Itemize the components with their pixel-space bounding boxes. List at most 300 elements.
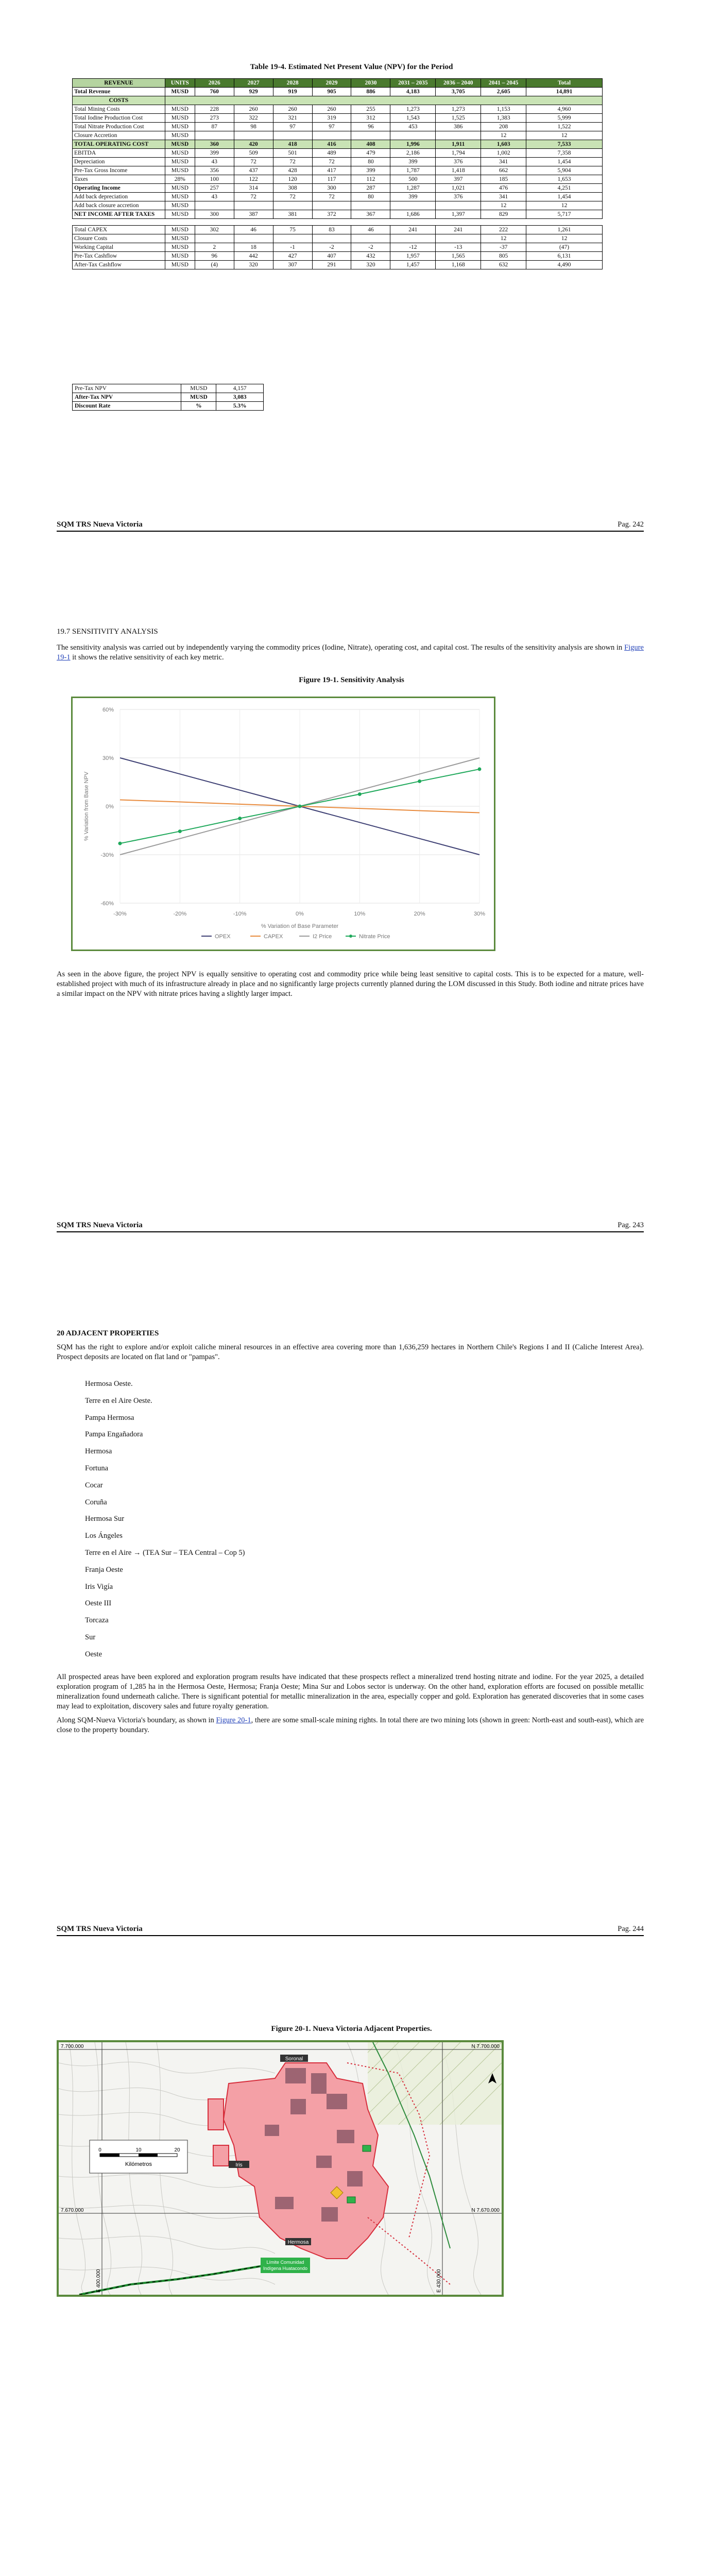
table-header-cell: REVENUE [73, 79, 165, 88]
table-cell: 322 [234, 114, 273, 123]
coord-mid-left: 7.670.000 [61, 2208, 84, 2213]
table-cell: 2,605 [481, 88, 526, 96]
table-cell: 905 [312, 88, 351, 96]
coord-bottom-left: E 400.000 [96, 2269, 101, 2293]
table-cell: 7,358 [526, 149, 603, 158]
table-cell: (4) [195, 261, 234, 269]
table-row-label: NET INCOME AFTER TAXES [73, 210, 165, 219]
x-tick-label: 10% [354, 911, 366, 917]
table-cell: 1,383 [481, 114, 526, 123]
table-row-units: MUSD [165, 149, 195, 158]
sensitivity-chart [73, 698, 494, 950]
map-svg [59, 2042, 502, 2295]
table-cell [234, 131, 273, 140]
table-header-cell: Total [526, 79, 603, 88]
table-cell: 356 [195, 166, 234, 175]
table-row [73, 166, 603, 175]
table-cell: 75 [273, 226, 312, 234]
table-cell: 96 [195, 252, 234, 261]
table-header-row [73, 79, 603, 88]
scale-bar-seg [139, 2154, 158, 2157]
table-cell: 1,686 [390, 210, 436, 219]
table-cell [234, 234, 273, 243]
table-cell: 1,911 [436, 140, 481, 149]
series-point [418, 779, 421, 783]
table-cell [195, 201, 234, 210]
table-header-cell: 2036 – 2040 [436, 79, 481, 88]
table-cell: -12 [390, 243, 436, 252]
table-cell: 320 [351, 261, 390, 269]
table-cell: 341 [481, 193, 526, 201]
table-row-units: MUSD [165, 166, 195, 175]
table-row-label: Add back closure accretion [73, 201, 165, 210]
property-list-item: Cocar [85, 1481, 103, 1489]
table-cell: 1,457 [390, 261, 436, 269]
table-cell: 312 [351, 114, 390, 123]
table-cell: 1,957 [390, 252, 436, 261]
table-cell: 1,603 [481, 140, 526, 149]
table-cell: 1,525 [436, 114, 481, 123]
table-cell: 72 [312, 193, 351, 201]
table-cell [312, 131, 351, 140]
table-cell: 255 [351, 105, 390, 114]
table-cell: (47) [526, 243, 603, 252]
property-list-item: Terre en el Aire → (TEA Sur – TEA Central – Cop 5) [85, 1549, 245, 1557]
coord-top-right: N 7.700.000 [471, 2044, 500, 2049]
boundary-paragraph: Along SQM-Nueva Victoria's boundary, as shown in Figure 20-1, there are some small-scale mining rights. In total there are two mining lots (shown in green: North-east and south-east), which are close to the property boundary. [57, 1716, 644, 1734]
legend-marker [349, 935, 352, 938]
table-row-label: Pre-Tax Cashflow [73, 252, 165, 261]
table-cell: 476 [481, 184, 526, 193]
x-tick-label: 0% [296, 911, 304, 917]
property-list-item: Iris Vigía [85, 1582, 113, 1591]
table-row [73, 201, 603, 210]
property-list-item: Pampa Hermosa [85, 1413, 134, 1422]
section-heading-20: 20 ADJACENT PROPERTIES [57, 1329, 159, 1337]
table-cell: -13 [436, 243, 481, 252]
property-list-item: Oeste III [85, 1599, 112, 1608]
table-cell: 319 [312, 114, 351, 123]
table-cell: 43 [195, 193, 234, 201]
table-cell [351, 201, 390, 210]
table-cell [351, 234, 390, 243]
table-cell: 12 [526, 234, 603, 243]
table-cell: 308 [273, 184, 312, 193]
sensitivity-chart-frame [71, 697, 495, 951]
scale-unit: Kilómetros [125, 2161, 152, 2167]
npv-table [72, 78, 603, 269]
table-cell: 72 [312, 158, 351, 166]
table-cell: 420 [234, 140, 273, 149]
table-cell: 372 [312, 210, 351, 219]
table-row-label: Closure Accretion [73, 131, 165, 140]
property-list-item: Hermosa Sur [85, 1515, 125, 1523]
table-cell: 376 [436, 193, 481, 201]
figure-19-1-link[interactable]: Figure 19-1 [57, 643, 644, 662]
table-row [73, 140, 603, 149]
table-cell [195, 234, 234, 243]
table-cell [390, 234, 436, 243]
npv-summary-units: MUSD [181, 384, 216, 393]
x-tick-label: 30% [473, 911, 486, 917]
table-cell: 12 [481, 201, 526, 210]
table-cell: 260 [234, 105, 273, 114]
table-cell: 1,454 [526, 158, 603, 166]
table-cell: 87 [195, 123, 234, 131]
table-row [73, 193, 603, 201]
x-tick-label: 20% [414, 911, 425, 917]
footer-left: SQM TRS Nueva Victoria [57, 1221, 143, 1229]
table-header-cell: 2026 [195, 79, 234, 88]
table-cell: 381 [273, 210, 312, 219]
footer-left: SQM TRS Nueva Victoria [57, 520, 143, 529]
table-cell: 399 [390, 193, 436, 201]
table-cell: -1 [273, 243, 312, 252]
series-point [358, 792, 362, 796]
table-cell: 1,002 [481, 149, 526, 158]
table-cell: 1,522 [526, 123, 603, 131]
y-tick-label: -60% [100, 901, 114, 907]
table-cell [312, 201, 351, 210]
table-cell: 12 [526, 201, 603, 210]
table-cell: 1,543 [390, 114, 436, 123]
adjacent-intro-paragraph: SQM has the right to explore and/or exploit caliche mineral resources in an effective area covering more than 1,636,259 hectares in Northern Chile's Regions I and II (Caliche Interest Area). Prospect deposits are located on flat land or "pampas". [57, 1343, 644, 1361]
npv-summary-label: Discount Rate [73, 402, 181, 411]
table-row [73, 123, 603, 131]
table-row-units: MUSD [165, 88, 195, 96]
table-cell: 1,261 [526, 226, 603, 234]
table-row [73, 175, 603, 184]
property-parcel-west [208, 2099, 224, 2130]
table-row-units: MUSD [165, 234, 195, 243]
npv-summary-value: 5.3% [216, 402, 264, 411]
y-tick-label: -30% [100, 852, 114, 858]
property-list-item: Pampa Engañadora [85, 1430, 143, 1439]
table-cell: 4,960 [526, 105, 603, 114]
footer-page-number: Pag. 244 [618, 1925, 644, 1933]
table-cell: 662 [481, 166, 526, 175]
table-cell: 185 [481, 175, 526, 184]
table-cell: -2 [351, 243, 390, 252]
table-header-cell: 2029 [312, 79, 351, 88]
footer-rule [57, 1231, 644, 1232]
footer-rule [57, 531, 644, 532]
table-row-units: MUSD [165, 114, 195, 123]
figure-20-1-link[interactable]: Figure 20-1 [216, 1716, 251, 1724]
table-cell: 407 [312, 252, 351, 261]
place-label-1: Soronal [285, 2056, 303, 2062]
table-row-label: Add back depreciation [73, 193, 165, 201]
table-cell: 18 [234, 243, 273, 252]
table-cell: 1,565 [436, 252, 481, 261]
table-cell: 397 [436, 175, 481, 184]
table-header-cell: 2027 [234, 79, 273, 88]
table-row [73, 261, 603, 269]
scale-bar-seg [100, 2154, 119, 2157]
table-cell: 72 [273, 193, 312, 201]
table-cell: 1,287 [390, 184, 436, 193]
y-tick-label: 0% [106, 804, 114, 810]
table-cell: 46 [234, 226, 273, 234]
table-cell [436, 234, 481, 243]
table-cell: 929 [234, 88, 273, 96]
table-row-label: Total Iodine Production Cost [73, 114, 165, 123]
table-cell [234, 201, 273, 210]
table-cell: 241 [390, 226, 436, 234]
green-hatched-area [368, 2042, 502, 2125]
table-cell: 307 [273, 261, 312, 269]
place-label-2: Iris [235, 2162, 243, 2168]
table-cell: 4,183 [390, 88, 436, 96]
table-cell: 1,168 [436, 261, 481, 269]
table-cell: 1,418 [436, 166, 481, 175]
table-cell: 12 [481, 131, 526, 140]
footer-rule [57, 1935, 644, 1936]
sensitivity-paragraph: The sensitivity analysis was carried out by independently varying the commodity prices (Iodine, Nitrate), operating cost, and capital cost. The results of the sensitivity analysis are shown in Figure 19-1 it shows the relative sensitivity of each key metric. [57, 643, 644, 662]
table-row-label: Operating Income [73, 184, 165, 193]
table-cell: 1,273 [436, 105, 481, 114]
table-cell: 120 [273, 175, 312, 184]
table-cell: 417 [312, 166, 351, 175]
table-cell: 829 [481, 210, 526, 219]
table-cell: 96 [351, 123, 390, 131]
table-cell: 6,131 [526, 252, 603, 261]
table-cell [312, 234, 351, 243]
table-row-units: MUSD [165, 261, 195, 269]
table-section-fill [165, 96, 602, 105]
npv-summary-units: MUSD [181, 393, 216, 402]
legend-label: Nitrate Price [359, 934, 390, 940]
property-list-item: Coruña [85, 1498, 107, 1506]
x-axis-title: % Variation of Base Parameter [261, 923, 339, 929]
table-cell: 418 [273, 140, 312, 149]
property-list-item: Terre en el Aire Oeste. [85, 1396, 152, 1405]
table-row-label: EBITDA [73, 149, 165, 158]
table-cell: -37 [481, 243, 526, 252]
x-tick-label: -30% [113, 911, 127, 917]
table-cell: 97 [312, 123, 351, 131]
table-cell: 5,904 [526, 166, 603, 175]
section-heading-19-7: 19.7 SENSITIVITY ANALYSIS [57, 628, 158, 636]
table-cell: 437 [234, 166, 273, 175]
table-cell [436, 131, 481, 140]
table-row-units: MUSD [165, 252, 195, 261]
table-cell: 4,490 [526, 261, 603, 269]
npv-summary-table [72, 384, 264, 411]
table-row [73, 226, 603, 234]
scale-label-20: 20 [174, 2147, 180, 2153]
figure-19-1-caption: Figure 19-1. Sensitivity Analysis [299, 676, 404, 684]
table-cell: 479 [351, 149, 390, 158]
table-row-units: MUSD [165, 226, 195, 234]
table-row-units: MUSD [165, 184, 195, 193]
y-axis-title: % Variation from Base NPV [83, 771, 90, 841]
mining-lot-northeast [363, 2145, 371, 2151]
table-row-units: MUSD [165, 201, 195, 210]
table-cell: 320 [234, 261, 273, 269]
table-cell: 122 [234, 175, 273, 184]
table-cell: 432 [351, 252, 390, 261]
table-cell: 72 [234, 193, 273, 201]
table-row [73, 114, 603, 123]
legend-label: OPEX [215, 934, 231, 940]
property-list-item: Franja Oeste [85, 1565, 123, 1574]
table-cell: -2 [312, 243, 351, 252]
table-cell: 1,794 [436, 149, 481, 158]
table-cell: 4,251 [526, 184, 603, 193]
table-cell: 416 [312, 140, 351, 149]
footer-page-number: Pag. 242 [618, 520, 644, 529]
table-cell: 919 [273, 88, 312, 96]
table-title: Table 19-4. Estimated Net Present Value (NPV) for the Period [250, 63, 453, 71]
x-tick-label: -20% [173, 911, 187, 917]
series-point [178, 829, 182, 833]
footer-left: SQM TRS Nueva Victoria [57, 1925, 143, 1933]
table-cell: 399 [195, 149, 234, 158]
table-cell: 376 [436, 158, 481, 166]
table-cell: 291 [312, 261, 351, 269]
table-cell: 1,454 [526, 193, 603, 201]
table-cell: 260 [273, 105, 312, 114]
table-cell: 805 [481, 252, 526, 261]
table-cell: 760 [195, 88, 234, 96]
table-cell: 408 [351, 140, 390, 149]
series-point [238, 817, 242, 820]
table-section-label: COSTS [73, 96, 165, 105]
table-cell: 399 [351, 166, 390, 175]
y-tick-label: 60% [102, 707, 114, 713]
table-header-cell: 2030 [351, 79, 390, 88]
table-cell: 7,533 [526, 140, 603, 149]
table-cell: 1,787 [390, 166, 436, 175]
property-parcel-west-2 [213, 2145, 229, 2166]
table-cell: 1,653 [526, 175, 603, 184]
table-cell [390, 131, 436, 140]
table-cell [273, 234, 312, 243]
table-cell: 80 [351, 193, 390, 201]
table-cell: 2,186 [390, 149, 436, 158]
npv-summary-value: 3,083 [216, 393, 264, 402]
community-label-2: Indígena Huatacondo [263, 2266, 308, 2271]
table-row-label: Pre-Tax Gross Income [73, 166, 165, 175]
table-row [73, 96, 603, 105]
table-cell: 273 [195, 114, 234, 123]
table-cell: 427 [273, 252, 312, 261]
npv-summary-row [73, 393, 264, 402]
table-row [73, 219, 603, 226]
table-cell [351, 131, 390, 140]
y-tick-label: 30% [102, 755, 114, 761]
coord-bottom-right: E 430.000 [436, 2269, 442, 2293]
property-list-item: Sur [85, 1633, 96, 1641]
table-cell: 14,891 [526, 88, 603, 96]
property-list-item: Los Ángeles [85, 1532, 123, 1540]
table-row-label: Closure Costs [73, 234, 165, 243]
table-cell: 386 [436, 123, 481, 131]
table-row-label: Total Revenue [73, 88, 165, 96]
table-cell: 500 [390, 175, 436, 184]
property-list-item: Torcaza [85, 1616, 109, 1625]
table-cell: 12 [481, 234, 526, 243]
table-cell [390, 201, 436, 210]
coord-top-left: 7.700.000 [61, 2044, 84, 2049]
legend-label: CAPEX [264, 934, 283, 940]
series-point [118, 842, 122, 845]
table-row [73, 149, 603, 158]
table-header-cell: UNITS [165, 79, 195, 88]
exploration-paragraph: All prospected areas have been explored and exploration program results have indicated that these prospects reflect a mineralized trend hosting nitrate and iodine. For the year 2025, a detailed exploration program of 1,285 ha in the Hermosa Oeste, Hermosa; Franja Oeste; Mina Sur and Lobos sector is underway. On the other hand, exploration efforts are focused on possible metallic mineralization found underneath caliche. There is significant potential for metallic mineralization in the area, especially copper and gold. Exploration has generated discoveries that in some cases may lead to exploitation, discovery sales and future royalty generation. [57, 1673, 644, 1710]
table-cell: 489 [312, 149, 351, 158]
series-point [478, 767, 482, 771]
scale-label-0: 0 [98, 2147, 101, 2153]
footer-page-number: Pag. 243 [618, 1221, 644, 1229]
table-cell: 208 [481, 123, 526, 131]
npv-summary-label: After-Tax NPV [73, 393, 181, 402]
table-cell: 100 [195, 175, 234, 184]
table-row-units: MUSD [165, 105, 195, 114]
mining-lot-southeast [347, 2197, 355, 2203]
table-row-label: Depreciation [73, 158, 165, 166]
table-cell: 241 [436, 226, 481, 234]
table-row-label: Total CAPEX [73, 226, 165, 234]
table-cell: 72 [273, 158, 312, 166]
property-list-item: Fortuna [85, 1464, 109, 1472]
table-cell: 287 [351, 184, 390, 193]
table-row-label: Taxes [73, 175, 165, 184]
table-row-units: MUSD [165, 123, 195, 131]
table-cell: 97 [273, 123, 312, 131]
table-cell [195, 131, 234, 140]
table-cell: 1,996 [390, 140, 436, 149]
table-row-units: MUSD [165, 193, 195, 201]
table-row [73, 105, 603, 114]
table-cell: 112 [351, 175, 390, 184]
place-label-3: Hermosa [287, 2240, 309, 2245]
table-row [73, 88, 603, 96]
table-cell [273, 131, 312, 140]
table-cell: 300 [312, 184, 351, 193]
table-header-cell: 2028 [273, 79, 312, 88]
table-row-units: MUSD [165, 243, 195, 252]
table-cell: 509 [234, 149, 273, 158]
table-row-units: MUSD [165, 131, 195, 140]
table-cell: 886 [351, 88, 390, 96]
table-row [73, 131, 603, 140]
scale-label-10: 10 [135, 2147, 142, 2153]
table-row [73, 252, 603, 261]
table-cell: 12 [526, 131, 603, 140]
table-cell: 83 [312, 226, 351, 234]
table-spacer [73, 219, 603, 226]
table-cell: 360 [195, 140, 234, 149]
table-header-cell: 2031 – 2035 [390, 79, 436, 88]
table-cell: 257 [195, 184, 234, 193]
table-cell: 387 [234, 210, 273, 219]
table-cell: 302 [195, 226, 234, 234]
table-row-units: MUSD [165, 140, 195, 149]
table-cell [436, 201, 481, 210]
table-cell: 1,273 [390, 105, 436, 114]
npv-summary-value: 4,157 [216, 384, 264, 393]
x-tick-label: -10% [233, 911, 247, 917]
table-cell: 632 [481, 261, 526, 269]
table-cell: 428 [273, 166, 312, 175]
table-row-units: 28% [165, 175, 195, 184]
table-cell: 228 [195, 105, 234, 114]
table-row-units: MUSD [165, 158, 195, 166]
table-cell: 43 [195, 158, 234, 166]
table-cell: 442 [234, 252, 273, 261]
